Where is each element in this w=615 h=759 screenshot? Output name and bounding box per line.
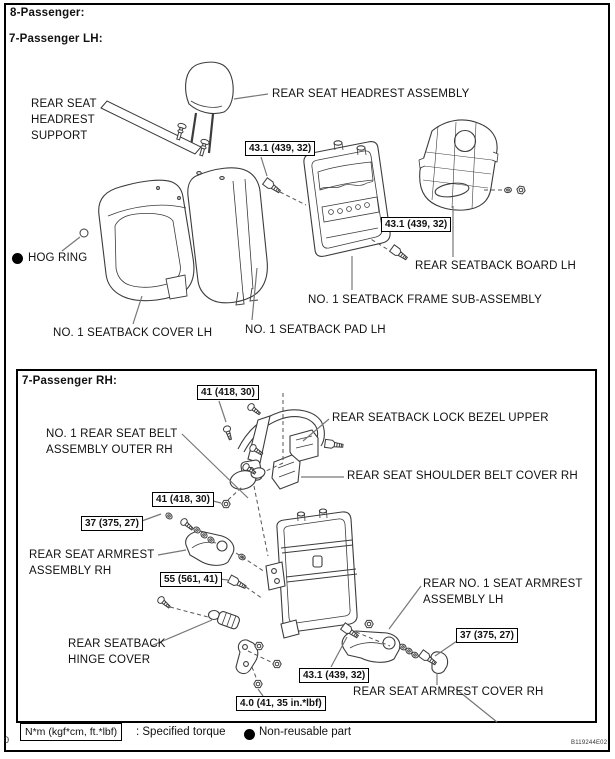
shoulder-belt-cover-drawing [272,455,300,489]
non-reusable-bullet-icon [244,729,255,740]
label-shoulder-belt-cover: REAR SEAT SHOULDER BELT COVER RH [347,470,578,482]
heading-7-passenger-rh: 7-Passenger RH: [22,375,118,387]
torque-rh-armrest-bolt: 55 (561, 41) [160,572,222,587]
torque-rh-armrest-pivot-lh: 37 (375, 27) [456,628,518,643]
label-seat-belt-1: NO. 1 REAR SEAT BELT [46,428,178,440]
label-hog-ring [12,252,87,264]
label-hinge-cover-1: REAR SEATBACK [68,638,166,650]
heading-8-passenger: 8-Passenger: [10,7,85,19]
non-reusable-text: Non-reusable part [259,726,352,738]
torque-rh-hinge-bolt: 43.1 (439, 32) [299,668,369,683]
seatback-frame-drawing [304,141,390,257]
rh-seatback-frame-drawing [266,509,357,638]
label-hinge-cover-2: HINGE COVER [68,654,151,666]
torque-rh-belt-upper: 41 (418, 30) [197,385,259,400]
label-headrest-support-2: HEADREST [31,114,95,126]
specified-torque-text: : Specified torque [136,726,226,738]
drawing-reference-number: B119244E02 [571,740,608,746]
torque-rh-bracket-nut: 4.0 (41, 35 in.*lbf) [236,696,326,711]
label-armrest-lh-1: REAR NO. 1 SEAT ARMREST [423,578,583,590]
label-seatback-cover: NO. 1 SEATBACK COVER LH [53,327,213,339]
headrest-drawing [186,62,234,153]
torque-lh-frame-lower: 43.1 (439, 32) [381,217,451,232]
hog-ring-bullet-icon [12,253,23,264]
torque-lh-frame-upper: 43.1 (439, 32) [245,141,315,156]
hinge-cover-drawing [209,610,241,629]
label-armrest-cover-rh: REAR SEAT ARMREST COVER RH [353,686,544,698]
label-seatback-pad: NO. 1 SEATBACK PAD LH [245,324,386,336]
label-seat-belt-2: ASSEMBLY OUTER RH [46,444,173,456]
armrest-rh-drawing [186,531,234,565]
seatback-board-drawing [419,120,498,210]
page-indicator: 0 [4,735,10,745]
label-headrest-support-1: REAR SEAT [31,98,97,110]
label-lock-bezel: REAR SEATBACK LOCK BEZEL UPPER [332,412,549,424]
label-armrest-rh-1: REAR SEAT ARMREST [29,549,155,561]
torque-unit-box: N*m (kgf*cm, ft.*lbf) [20,723,122,741]
armrest-lh-drawing [342,631,400,662]
torque-rh-belt-lower: 41 (418, 30) [152,492,214,507]
label-armrest-rh-2: ASSEMBLY RH [29,565,112,577]
label-headrest-assembly: REAR SEAT HEADREST ASSEMBLY [272,88,470,100]
label-armrest-lh-2: ASSEMBLY LH [423,594,504,606]
label-seatback-frame: NO. 1 SEATBACK FRAME SUB-ASSEMBLY [308,294,542,306]
torque-rh-armrest-pivot-rh: 37 (375, 27) [81,516,143,531]
hinge-bracket-drawing [236,640,258,674]
label-seatback-board: REAR SEATBACK BOARD LH [415,260,576,272]
heading-7-passenger-lh: 7-Passenger LH: [9,33,103,45]
hog-ring-text: HOG RING [28,252,88,264]
label-headrest-support-3: SUPPORT [31,130,88,142]
seatback-cover-drawing [99,180,194,301]
